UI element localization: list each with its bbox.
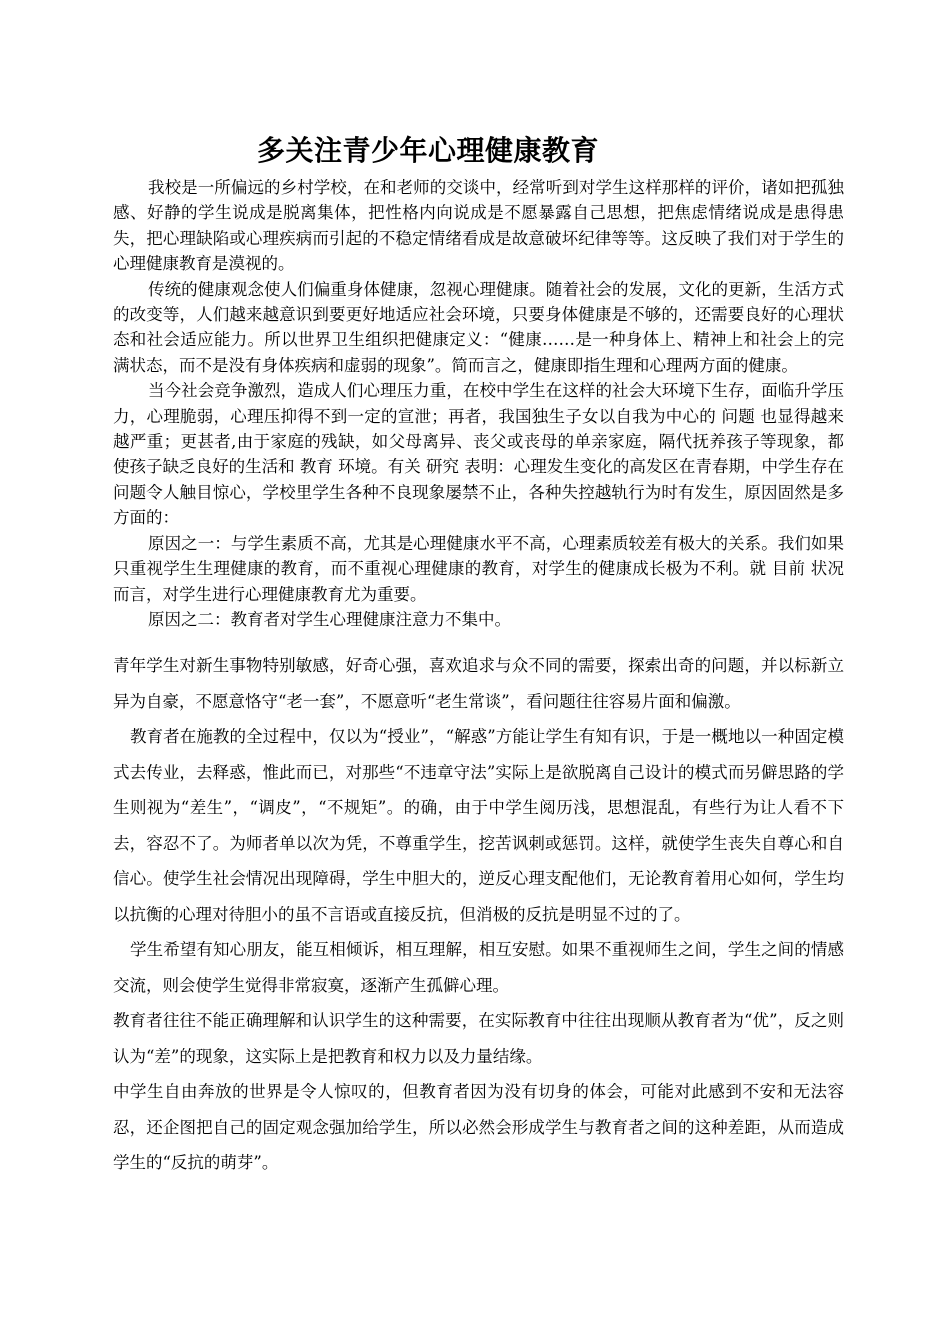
paragraph-5: 原因之二：教育者对学生心理健康注意力不集中。: [148, 609, 511, 629]
paragraph-9: 教育者往往不能正确理解和认识学生的这种需要，在实际教育中往往出现顺从教育者为“优”，反之则认为“差”的现象，这实际上是把教育和权力以及力量结缘。: [113, 1011, 844, 1066]
paragraph-10: 中学生自由奔放的世界是令人惊叹的，但教育者因为没有切身的体会，可能对此感到不安和无法容忍，还企图把自己的固定观念强加给学生，所以必然会形成学生与教育者之间的这种差距，从而造成学生的“反抗的萌芽”。: [113, 1082, 844, 1172]
paragraph-4: 原因之一：与学生素质不高，尤其是心理健康水平不高，心理素质较差有极大的关系。我们如果只重视学生生理健康的教育，而不重视心理健康的教育，对学生的健康成长极为不利。就 目前 状况而言，对学生进行心理健康教育尤为重要。: [113, 533, 844, 604]
paragraph-1: 我校是一所偏远的乡村学校，在和老师的交谈中，经常听到对学生这样那样的评价，诸如把孤独感、好静的学生说成是脱离集体，把性格内向说成是不愿暴露自己思想，把焦虑情绪说成是患得患失，把心理缺陷或心理疾病而引起的不稳定情绪看成是故意破坏纪律等等。这反映了我们对于学生的心理健康教育是漠视的。: [113, 178, 844, 274]
document-body-upper: [113, 175, 844, 632]
paragraph-8: 学生希望有知心朋友，能互相倾诉，相互理解，相互安慰。如果不重视师生之间，学生之间的情感交流，则会使学生觉得非常寂寞，逐渐产生孤僻心理。: [113, 940, 844, 995]
document-title: 多关注青少年心理健康教育: [257, 134, 600, 167]
paragraph-3: 当今社会竞争激烈，造成人们心理压力重，在校中学生在这样的社会大环境下生存，面临升学压力，心理脆弱，心理压抑得不到一定的宣泄；再者，我国独生子女以自我为中心的 问题 也显得越来越严重；更甚者,由于家庭的残缺，如父母离异、丧父或丧母的单亲家庭，隔代抚养孩子等现象，都使孩子缺乏良好的生活和 教育 环境。有关 研究 表明：心理发生变化的高发区在青春期，中学生存在问题令人触目惊心，学校里学生各种不良现象屡禁不止，各种失控越轨行为时有发生，原因固然是多方面的：: [113, 381, 844, 528]
document-body-lower: [113, 648, 844, 1181]
paragraph-7: 教育者在施教的全过程中，仅以为“授业”，“解惑”方能让学生有知有识，于是一概地以一种固定模式去传业，去释惑，惟此而已，对那些“不违章守法”实际上是欲脱离自己设计的模式而另僻思路的学生则视为“差生”，“调皮”，“不规矩”。的确，由于中学生阅历浅，思想混乱，有些行为让人看不下去，容忍不了。为师者单以次为凭，不尊重学生，挖苦讽刺或惩罚。这样，就使学生丧失自尊心和自信心。使学生社会情况出现障碍，学生中胆大的，逆反心理支配他们，无论教育着用心如何，学生均以抗衡的心理对待胆小的虽不言语或直接反抗，但消极的反抗是明显不过的了。: [113, 727, 844, 924]
paragraph-6: 青年学生对新生事物特别敏感，好奇心强，喜欢追求与众不同的需要，探索出奇的问题，并以标新立异为自豪，不愿意恪守“老一套”，不愿意听“老生常谈”，看问题往往容易片面和偏激。: [113, 656, 844, 711]
paragraph-2: 传统的健康观念使人们偏重身体健康，忽视心理健康。随着社会的发展，文化的更新，生活方式的改变等，人们越来越意识到要更好地适应社会环境，只要身体健康是不够的，还需要良好的心理状态和社会适应能力。所以世界卫生组织把健康定义：“健康……是一种身体上、精神上和社会上的完满状态，而不是没有身体疾病和虚弱的现象”。简而言之，健康即指生理和心理两方面的健康。: [113, 279, 844, 375]
